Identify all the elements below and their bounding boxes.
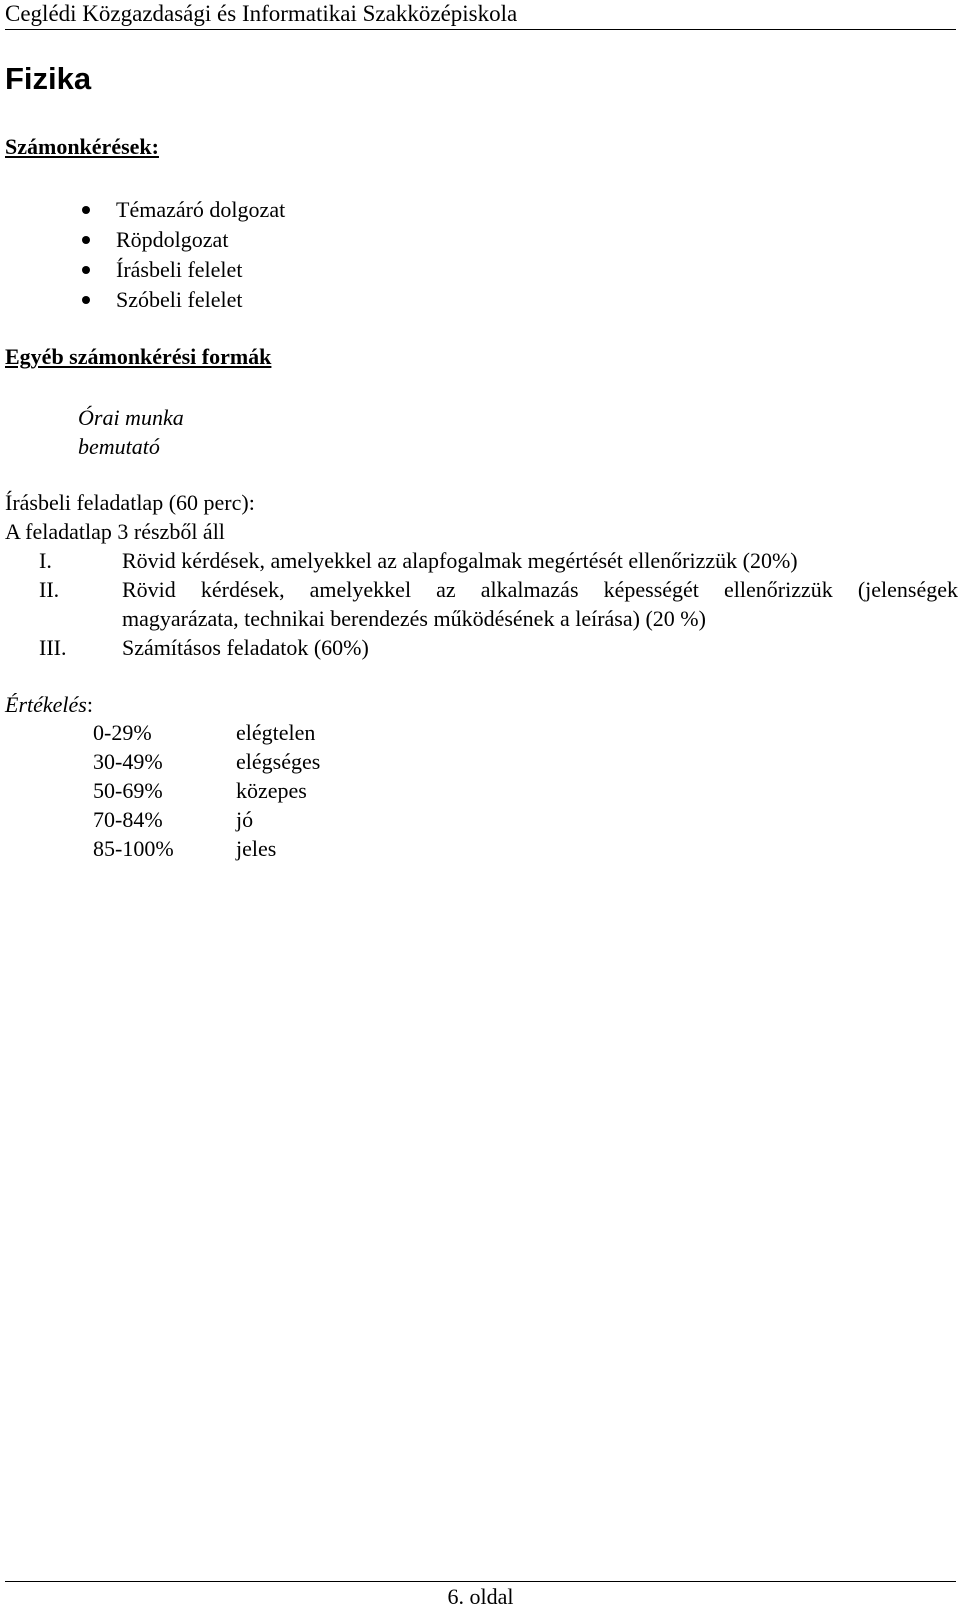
grade-range: 0-29% — [93, 720, 152, 745]
grade-range: 50-69% — [93, 778, 163, 803]
grade-row — [93, 718, 493, 747]
list-item: Órai munka — [78, 405, 184, 430]
page-header: Ceglédi Közgazdasági és Informatikai Szakközépiskola — [5, 0, 956, 30]
bullet-icon — [82, 236, 90, 244]
part-text: Rövid kérdések, amelyekkel az alkalmazás képességét ellenőrizzük (jelenségek magyarázata, technikai berendezés működésének a leírása) (20 %) — [122, 577, 958, 631]
list-item: Röpdolgozat — [0, 225, 285, 255]
part-number: III. — [39, 635, 67, 660]
grade-range: 85-100% — [93, 836, 174, 861]
list-item: bemutató — [78, 434, 160, 459]
list-item: Témazáró dolgozat — [0, 195, 285, 225]
other-forms-heading: Egyéb számonkérési formák — [5, 344, 272, 369]
bullet-icon — [82, 296, 90, 304]
grade-row — [93, 776, 493, 805]
grade-label: elégséges — [236, 749, 321, 774]
grade-label: közepes — [236, 778, 307, 803]
part-number: I. — [39, 548, 52, 573]
page-footer: 6. oldal — [5, 1581, 956, 1610]
grade-row — [93, 747, 493, 776]
grade-label: jeles — [236, 836, 277, 861]
other-forms-list — [78, 403, 184, 461]
grade-range: 30-49% — [93, 749, 163, 774]
worksheet-title: Írásbeli feladatlap (60 perc): — [5, 490, 255, 515]
part-text: Számításos feladatok (60%) — [122, 635, 369, 660]
grade-range: 70-84% — [93, 807, 163, 832]
grade-row — [93, 805, 493, 834]
part-number: II. — [39, 577, 60, 602]
worksheet-intro: A feladatlap 3 részből áll — [5, 519, 225, 544]
bullet-icon — [82, 206, 90, 214]
assessments-list — [0, 195, 285, 315]
grade-label: jó — [236, 807, 254, 832]
assessments-heading: Számonkérések: — [5, 134, 159, 159]
list-item: Írásbeli felelet — [0, 255, 285, 285]
bullet-icon — [82, 266, 90, 274]
part-text: Rövid kérdések, amelyekkel az alapfogalmak megértését ellenőrizzük (20%) — [122, 548, 798, 573]
page-title: Fizika — [5, 61, 92, 96]
evaluation-label: Értékelés: — [5, 692, 93, 717]
grade-row — [93, 834, 493, 863]
grade-label: elégtelen — [236, 720, 316, 745]
grade-table — [93, 718, 493, 863]
list-item: Szóbeli felelet — [0, 285, 285, 315]
